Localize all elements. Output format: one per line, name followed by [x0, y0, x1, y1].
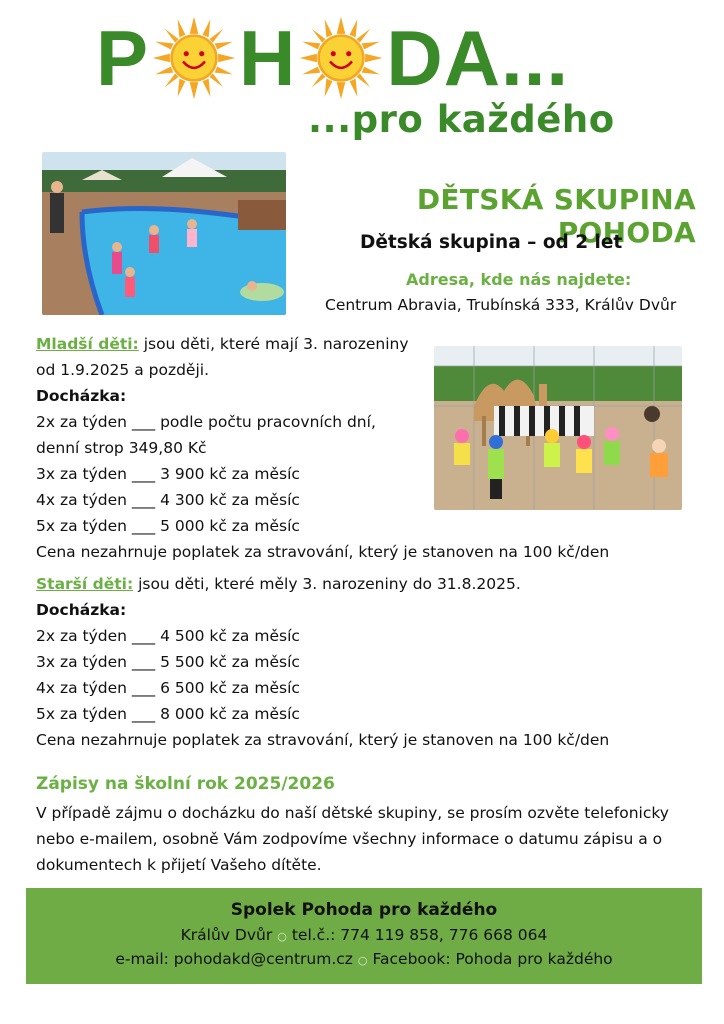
older-label: Starší děti:	[36, 575, 134, 593]
logo-letter-h: H	[239, 14, 297, 102]
logo	[0, 0, 724, 150]
page-title: DĚTSKÁ SKUPINA POHODA	[416, 183, 696, 249]
price-row: 2x za týden ___ podle počtu pracovních dní,	[36, 413, 376, 431]
enrollment-text	[36, 800, 696, 878]
older-note: Cena nezahrnuje poplatek za stravování, který je stanoven na 100 kč/den	[36, 731, 610, 749]
footer-contact	[26, 888, 702, 984]
price-row: denní strop 349,80 Kč	[36, 439, 207, 457]
price-row: 5x za týden ___ 5 000 kč za měsíc	[36, 517, 300, 535]
logo-subtitle: ...pro každého	[308, 98, 615, 141]
subtitle: Dětská skupina – od 2 let	[360, 232, 623, 253]
price-row: 4x za týden ___ 6 500 kč za měsíc	[36, 679, 300, 697]
logo-letter-da: DA...	[386, 14, 570, 102]
city: Králův Dvůr	[180, 926, 273, 944]
price-row: 5x za týden ___ 8 000 kč za měsíc	[36, 705, 300, 723]
younger-note: Cena nezahrnuje poplatek za stravování, který je stanoven na 100 kč/den	[36, 543, 610, 561]
separator: ○	[277, 930, 287, 943]
older-desc: jsou děti, které měly 3. narozeniny do 31.8.2025.	[133, 575, 521, 593]
facebook-link[interactable]: Facebook: Pohoda pro každého	[372, 950, 613, 968]
email-link[interactable]: e-mail: pohodakd@centrum.cz	[115, 950, 353, 968]
younger-desc: jsou děti, které mají 3. narozeniny	[138, 335, 409, 353]
price-row: 2x za týden ___ 4 500 kč za měsíc	[36, 627, 300, 645]
logo-letter-p: P	[96, 14, 150, 102]
organization-name: Spolek Pohoda pro každého	[230, 900, 498, 920]
younger-attendance-label: Docházka:	[36, 387, 127, 405]
phone[interactable]: tel.č.: 774 119 858, 776 668 064	[291, 926, 548, 944]
enrollment-line: V případě zájmu o docházku do naší dětské skupiny, se prosím ozvěte telefonicky	[36, 804, 669, 822]
separator: ○	[357, 954, 368, 967]
enrollment-line: dokumentech k přijetí Vašeho dítěte.	[36, 856, 322, 874]
pool-photo	[42, 152, 286, 315]
sun-icon	[151, 15, 237, 101]
younger-desc-2: od 1.9.2025 a později.	[36, 361, 209, 379]
address-label: Adresa, kde nás najdete:	[406, 270, 632, 289]
enrollment-line: nebo e-mailem, osobně Vám zodpovíme všechny informace o datumu zápisu a o	[36, 830, 663, 848]
older-attendance-label: Docházka:	[36, 601, 127, 619]
younger-children-section	[36, 331, 609, 565]
price-row: 3x za týden ___ 3 900 kč za měsíc	[36, 465, 300, 483]
price-row: 4x za týden ___ 4 300 kč za měsíc	[36, 491, 300, 509]
younger-label: Mladší děti:	[36, 335, 139, 353]
sun-icon	[298, 15, 384, 101]
address: Centrum Abravia, Trubínská 333, Králův Dvůr	[325, 296, 677, 314]
older-children-section	[36, 571, 609, 753]
enrollment-title: Zápisy na školní rok 2025/2026	[36, 774, 335, 794]
price-row: 3x za týden ___ 5 500 kč za měsíc	[36, 653, 300, 671]
logo-wordmark	[96, 14, 570, 102]
